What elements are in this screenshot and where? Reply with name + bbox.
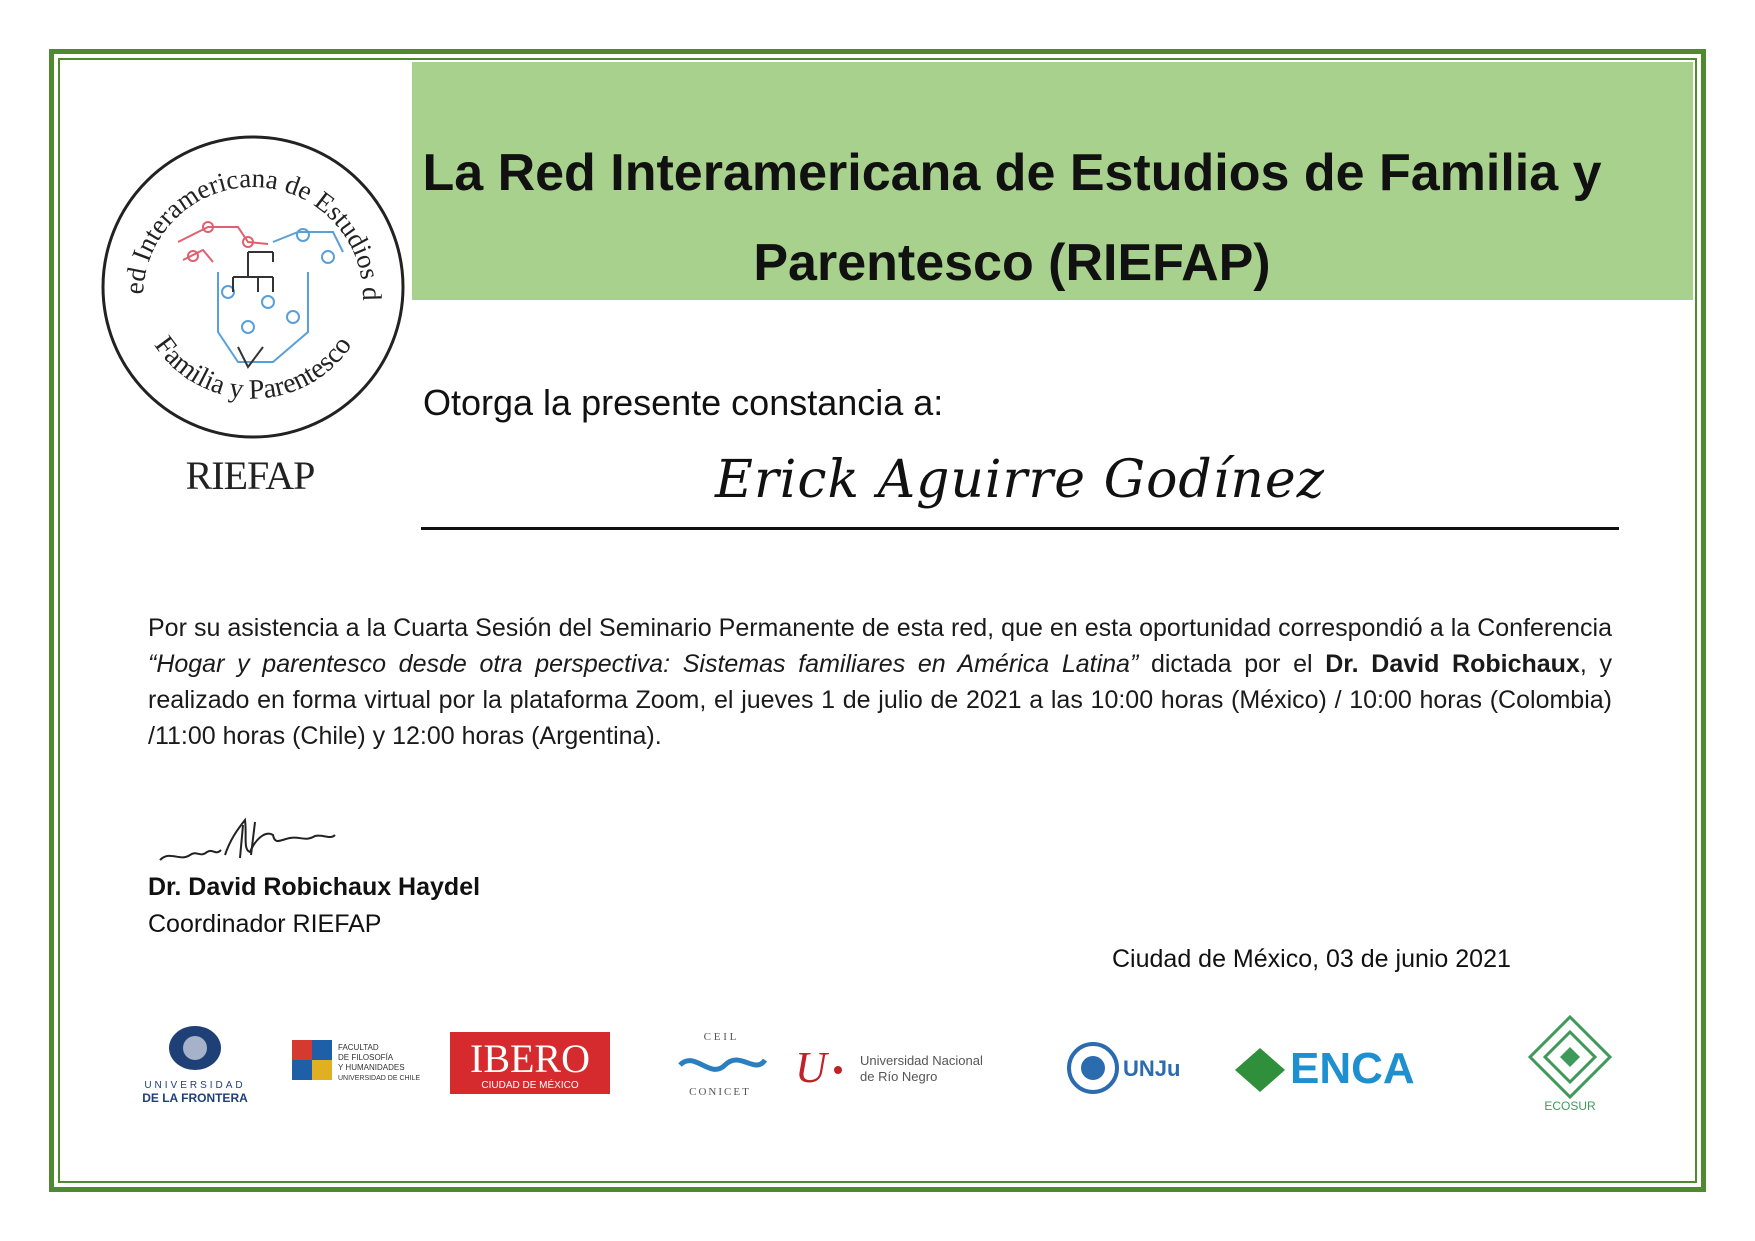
frontera-line2: DE LA FRONTERA — [142, 1091, 248, 1105]
filosofia-line1: FACULTAD — [338, 1043, 379, 1052]
filosofia-line4: UNIVERSIDAD DE CHILE — [338, 1075, 421, 1082]
body-text-part1: Por su asistencia a la Cuarta Sesión del Seminario Permanente de esta red, que en esta oportunidad correspondió a la Conferencia — [148, 614, 1612, 642]
logo-ibero — [450, 1032, 610, 1099]
certificate-title: La Red Interamericana de Estudios de Familia y Parentesco (RIEFAP) — [422, 144, 1602, 292]
ibero-wordmark: IBERO — [470, 1036, 590, 1081]
signer-name: Dr. David Robichaux Haydel — [148, 873, 481, 901]
certificate-body — [148, 610, 1612, 754]
filosofia-line2: DE FILOSOFÍA — [338, 1053, 394, 1062]
logo-facultad-filosofia — [292, 1020, 422, 1115]
conference-title: “Hogar y parentesco desde otra perspectiva: Sistemas familiares en América Latina” — [148, 650, 1139, 678]
body-text-part2: dictada por el — [1138, 650, 1326, 678]
filosofia-line3: Y HUMANIDADES — [338, 1063, 405, 1072]
unju-wordmark: UNJu — [1123, 1056, 1181, 1081]
enca-wordmark: ENCA — [1290, 1044, 1415, 1093]
speaker-name: Dr. David Robichaux — [1325, 650, 1580, 678]
handwritten-signature — [155, 800, 365, 880]
unrn-line1: Universidad Nacional — [860, 1053, 983, 1068]
seal-ring-text-bottom: Familia y Parentesco — [148, 330, 358, 406]
riefap-seal — [98, 132, 408, 442]
ceil-text: C E I L — [703, 1031, 737, 1043]
ceil-wave-icon — [680, 1060, 765, 1069]
seal-ring-text-top: ed Interamericana de Estudios d — [118, 162, 388, 301]
enca-diamond-icon — [1235, 1048, 1285, 1092]
grant-text: Otorga la presente constancia a: — [423, 382, 944, 423]
partner-logos — [130, 1020, 1630, 1130]
frontera-line1: UNIVERSIDAD — [144, 1080, 246, 1091]
logo-ecosur — [1520, 1012, 1620, 1117]
body-text-part3: , y realizado en forma virtual por la plataforma Zoom, el jueves 1 de julio de 2021 a las 10:00 horas (México) / 10:00 horas (Colombia) /11:00 horas (Chile) y 12:00 horas (Argentina). — [148, 650, 1612, 750]
place-and-date: Ciudad de México, 03 de junio 2021 — [1112, 945, 1511, 973]
ecosur-wordmark: ECOSUR — [1544, 1099, 1596, 1112]
logo-universidad-de-la-frontera — [130, 1020, 260, 1115]
recipient-name: Erick Aguirre Godínez — [714, 450, 1325, 510]
logo-enca — [1230, 1020, 1460, 1115]
unrn-line2: de Río Negro — [860, 1069, 938, 1084]
logo-unju — [1065, 1020, 1205, 1115]
ibero-subtitle: CIUDAD DE MÉXICO — [481, 1080, 579, 1091]
logo-ceil-conicet — [670, 1020, 770, 1115]
riefap-acronym: RIEFAP — [185, 453, 315, 498]
recipient-underline — [421, 527, 1619, 530]
conicet-text: CONICET — [689, 1086, 751, 1098]
logo-unrn — [790, 1020, 1040, 1115]
signer-role: Coordinador RIEFAP — [148, 910, 382, 938]
unrn-mark: U — [795, 1043, 827, 1092]
kinship-diagram-icon — [178, 222, 343, 367]
